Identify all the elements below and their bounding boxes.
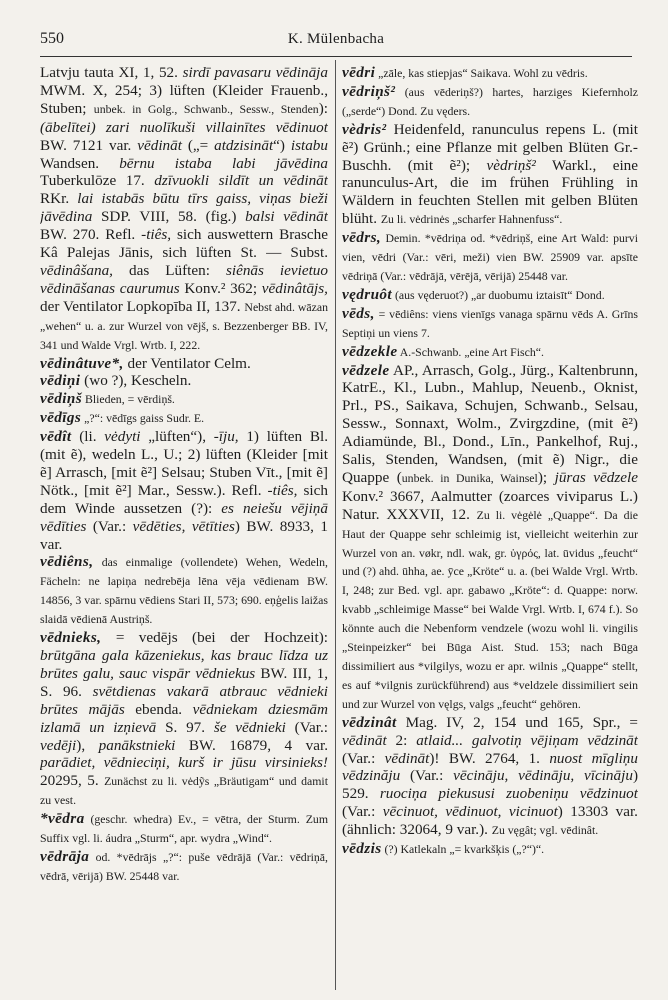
entry-text: dzīvuokli sildīt un vēdināt [154, 172, 328, 190]
dictionary-entry [342, 64, 638, 83]
dictionary-entry [342, 362, 638, 714]
entry-text: ) 529. [342, 767, 638, 803]
entry-text: siênās ievietuo vēdināšanas caurumus [40, 261, 328, 297]
entry-text: Nebst ahd. wāzan „wehen“ u. a. zur Wurzel von vējš, s. Bezzenberger BB. IV, 341 und Walde Vrgl. Wrtb. I, 222. [40, 299, 328, 352]
entry-headword: vēdzekle [342, 342, 398, 360]
entry-headword: vēdinâtuve*, [40, 354, 124, 372]
dictionary-entry [342, 714, 638, 840]
entry-text: -tiês, [267, 481, 298, 499]
entry-text: vedēji [40, 736, 77, 754]
entry-text: S. 97. [156, 718, 214, 736]
entry-text: atdzisināt [214, 136, 274, 154]
entry-text: ) BW. 8933, 1 var. [40, 517, 328, 553]
entry-text: (Var.: [400, 767, 454, 785]
dictionary-entry [40, 629, 328, 810]
dictionary-entry [342, 83, 638, 121]
entry-text: vēcināju, vēdināju, vīcināju [453, 767, 633, 785]
entry-text: ebenda. [124, 700, 193, 718]
entry-headword: vēdzinât [342, 713, 397, 731]
entry-text: atlaid... galvotiņ vējiņam vēdzināt [416, 731, 638, 749]
entry-text: Zu li. vėgėlė „Quappe“. Da die Haut der Quappe sehr schleimig ist, vielleicht weiterhin zur Wurzel von an. vøkr, ndl. wak, gr. ὑγρός, lat. ūvidus „feucht“ und (?) ahd. ūhha, ae. ȳce „Kröte“ u. a. (bei Walde Vrgl. Wrtb. I, 248; zur Bed. vgl. apr. gabawo „Kröte“: d. Quappe: norw. kvabb „schleimige Masse“ bei Walde Vrgl. Wrtb. I, 674 f.). So könnte auch die Nebenform vendzele (wozu wohl li. vingilis „Steinpeizker“ bei Būga Aist. Stud. 153; nach Būga dissimiliert aus *vilgilys, wozu er apr. wilnis „Quappe“ stellt, es auf *vilgnis zurückführend) aus *veldzele dissimiliert sein und zur Wurzel von vęlgs, valgs „feucht“ gehören. [342, 507, 638, 711]
entry-text: Latvju tauta XI, 1, 52. [40, 64, 183, 81]
entry-headword: vèdris² [342, 120, 387, 138]
entry-headword: vēdriņš² [342, 82, 396, 100]
entry-text: Konv.² 3667, Aalmutter (zoarces viviparus L.) Natur. XXXVII, 12. [342, 487, 638, 523]
entry-text: das einmalige (vollendete) Wehen, Wedeln, Fächeln: ne lapiņa nedrebēja lēna vēja vēdienam BW. 14856, 3 var. spārnu vēdiens Stari II, 573; 690. eņģelis laižas slaidā vēdienā Austriņš. [40, 555, 328, 627]
entry-text: (Var.: [86, 517, 133, 535]
dictionary-entry [40, 390, 328, 409]
entry-headword: vēdzis [342, 840, 382, 858]
entry-text: panākstnieki [98, 736, 176, 754]
entry-text: (?) Katlekaln „= kvarkšķis („?“)“. [381, 842, 545, 857]
entry-text: vēdināt [137, 136, 182, 154]
entry-text: (ābelītei) zari nuolīkuši villainītes vēdinuot [40, 118, 328, 136]
entry-headword: vēdît [40, 428, 72, 446]
entry-text: )! BW. 2764, 1. [429, 749, 550, 767]
dictionary-entry [40, 428, 328, 553]
entry-text: es neiešu vējiņā vēdīties [40, 499, 328, 535]
entry-text: Zu vęgât; vgl. vēdinât. [491, 823, 599, 838]
entry-text: MWM. X, 254; 3) lüften (Kleider Frauenb., Stuben; [40, 81, 328, 117]
entry-headword: *vēdra [40, 810, 85, 828]
entry-text: (aus vęderuot?) „ar duobumu iztaisīt“ Dond. [392, 287, 605, 302]
entry-text: vēdēties, vētīties [132, 517, 235, 535]
entry-text: od. *vēdrājs „?“: puše vēdrājā (Var.: vēdriņā, vēdrā, vērijā) BW. 25448 var. [40, 849, 328, 883]
entry-headword: vēdiêns, [40, 553, 94, 571]
entry-text: parādiet, vēdnieciņi, kurš ir jūsu virsinieks! [40, 754, 328, 772]
entry-text: “) [273, 136, 291, 154]
entry-headword: vēdzele [342, 361, 390, 379]
running-title: K. Mülenbacha [287, 31, 385, 47]
entry-text: vēdināt [384, 749, 430, 767]
entry-text: RKr. [40, 190, 78, 208]
entry-text: (Var.: [342, 749, 385, 767]
entry-text: BW. III, 1, S. 96. [40, 664, 328, 700]
dictionary-entry [342, 121, 638, 229]
entry-text: 1) lüften Bl. (mit ẽ), wedeln L., U.; 2) lüften (Kleider [mit ẽ] Arrasch, [mit ẽ²] Selsau; Stuben Vīt., [mit ẽ] Nötk., [mit ẽ²] Mar., Sessw.). Refl. [40, 428, 328, 499]
entry-headword: vēdiņš [40, 390, 83, 408]
entry-text: Mag. IV, 2, 154 und 165, Spr., = [396, 713, 638, 731]
entry-text: AP., Arrasch, Golg., Jürg., Kaltenbrunn, KatrE., Kl., Lubn., Mahlup, Neuenb., Oknist, Prl., PS., Saikava, Schujen, Schwanb., Selsau, Sessw., Sonnaxt, Wolm., Zvirgzdine, (mit ẽ²) Adiamünde, Bl., Dond., Līn., Pankelhof, Ruj., Salis, Stenden, Wandsen, (mit ẽ) Nigr., die Quappe ( [342, 361, 638, 486]
entry-text: BW. 270. Refl. [40, 226, 142, 244]
entry-text: BW. 16879, 4 var. [175, 736, 328, 754]
entry-text: vēdinâtājs, [261, 279, 328, 297]
entry-text: ruociņa piekususi zuobeniņu vēdzinuot [379, 785, 638, 803]
entry-text: (li. [71, 428, 105, 446]
column-divider [335, 60, 336, 990]
dictionary-entry [40, 409, 328, 428]
entry-text: unbek. in Golg., Schwanb., Sessw., Stenden [93, 101, 319, 116]
entry-text: sich dem Winde aussetzen (?): [40, 481, 328, 517]
entry-text: sich auswettern Brasche Kâ Palejas Jānis, sich lüften St. — Subst. [40, 226, 328, 262]
entry-text: Warkl., eine ranunculus-Art, die im frühen Frühling in Wäldern in feuchten Stellen mit gelben Blüten blüht. [342, 156, 638, 228]
entry-text: bērnu istaba labi jāvēdina [119, 154, 328, 172]
entry-text: Tuberkulōze 17. [40, 172, 155, 190]
entry-text: Heidenfeld, ranunculus repens L. (mit ẽ²) Grünh.; eine Pflanze mit gelben Blüten Gr.-Buschh. (mit ẽ²); [342, 120, 638, 174]
entry-text: balsi vēdināt [245, 208, 328, 226]
dictionary-entry [342, 343, 638, 362]
entry-headword: vēds, [342, 304, 375, 322]
entry-text: Wandsen. [40, 154, 120, 172]
entry-text: (wo ?), Kescheln. [80, 372, 192, 390]
dictionary-entry [40, 355, 328, 373]
entry-text: še vēdnieki [213, 718, 286, 736]
entry-headword: vēdīgs [40, 409, 82, 427]
dictionary-entry [342, 840, 638, 859]
entry-text: („= [181, 136, 215, 154]
dictionary-entry [342, 286, 638, 305]
dictionary-entry [342, 229, 638, 286]
entry-text: sirdī pavasaru vēdināja [182, 64, 328, 81]
entry-text: brūtgāna gala kāzeniekus, kas brauc līdza uz brūtes galu, sauc vispār vēdniekus [40, 647, 328, 682]
entry-text: ), [76, 736, 99, 754]
entry-text: Zu li. vėdrinės „scharfer Hahnenfuss“. [380, 212, 563, 227]
entry-text: „zāle, kas stiepjas“ Saikava. Wohl zu vēdris. [375, 66, 588, 80]
dictionary-entry [40, 848, 328, 886]
entry-text: (geschr. whedra) Ev., = vētra, der Sturm. Zum Suffix vgl. li. áudra „Sturm“, apr. wydra „Wind“. [40, 812, 328, 846]
entry-text: jūras vēdzele [554, 468, 638, 486]
page-number: 550 [40, 30, 64, 47]
entry-text: unbek. in Dunika, Wainsel [401, 470, 538, 485]
header-rule [40, 56, 632, 57]
entry-text: 2: [386, 731, 417, 749]
entry-headword: vędruôt [342, 285, 393, 303]
entry-text: Demin. *vēdriņa od. *vēdriņš, eine Art Wald: purvi vien, vēdri (Var.: vēri, meži) vien BW. 25909 var. apsīte vēdriņā (Var.: vēdrājā, vērējā, vērijā) 25448 var. [342, 231, 638, 283]
entry-text: nuost mīgliņu vēdzinăju [342, 749, 638, 785]
entry-headword: vēdnieks, [40, 629, 102, 647]
entry-text: der Ventilator Celm. [123, 354, 251, 372]
left-column [40, 64, 328, 992]
entry-headword: vēdri [342, 64, 376, 81]
entry-headword: vēdiņi [40, 372, 81, 390]
page-header [40, 30, 632, 54]
dictionary-entry [40, 810, 328, 848]
entry-text: vēdinâšana, [40, 261, 113, 279]
entry-text: Konv.² 362; [179, 279, 262, 297]
entry-text: = vēdiêns: viens vienīgs vanaga spārnu vēds A. Grīns Septiņi un viens 7. [342, 306, 638, 340]
entry-text: 20295, 5. [40, 772, 105, 790]
entry-text: vèdriņš² [486, 156, 536, 174]
entry-text: der Ventilator Lopkopība II, 137. [40, 297, 245, 315]
entry-text: A.-Schwanb. „eine Art Fisch“. [397, 344, 544, 359]
entry-text: SDP. VIII, 58. (fig.) [92, 208, 246, 226]
entry-text: Blieden, = vērdiņš. [82, 392, 175, 407]
dictionary-entry [342, 305, 638, 343]
entry-text: ): [318, 99, 328, 117]
entry-text: ); [537, 468, 555, 486]
entry-text: -tiês, [141, 226, 172, 244]
entry-text: -īju, [213, 428, 239, 446]
entry-text: vēdniekam dziesmām izlamā un izņievā [40, 700, 328, 736]
dictionary-entry [40, 372, 328, 390]
entry-text: ) 13303 var. (ähnlich: 32064, 9 var.). [342, 803, 638, 839]
entry-text: Zunächst zu li. vėdỹs „Bräutigam“ und damit zu vest. [40, 774, 328, 808]
entry-text: istabu [290, 136, 328, 154]
dictionary-entry [40, 553, 328, 629]
entry-headword: vēdrs, [342, 229, 382, 247]
dictionary-entry [40, 64, 328, 355]
entry-text: vēdināt [342, 731, 387, 749]
entry-text: = vedējs (bei der Hochzeit): [101, 629, 328, 647]
entry-text: „lüften“), [140, 428, 214, 446]
entry-headword: vēdrāja [40, 847, 90, 865]
entry-text: lai istabās būtu tīrs gaiss, viņas bieži jāvēdina [40, 190, 328, 226]
entry-text: (aus vēderiņš?) hartes, harziges Kiefernholz („serde“) Dond. Zu vęders. [342, 84, 638, 118]
entry-text: (Var.: [342, 803, 383, 821]
entry-text: (Var.: [285, 718, 328, 736]
right-column [342, 64, 638, 992]
entry-text: BW. 7121 var. [40, 136, 138, 154]
entry-text: das Lüften: [112, 261, 226, 279]
entry-text: svētdienas vakarā atbrauc vēdnieki brūtes mājās [40, 682, 328, 718]
entry-text: vėdyti [104, 428, 141, 446]
entry-text: „?“: vēdīgs gaiss Sudr. E. [81, 411, 205, 426]
entry-text: vēcinuot, vēdinuot, vicinuot [382, 803, 558, 821]
